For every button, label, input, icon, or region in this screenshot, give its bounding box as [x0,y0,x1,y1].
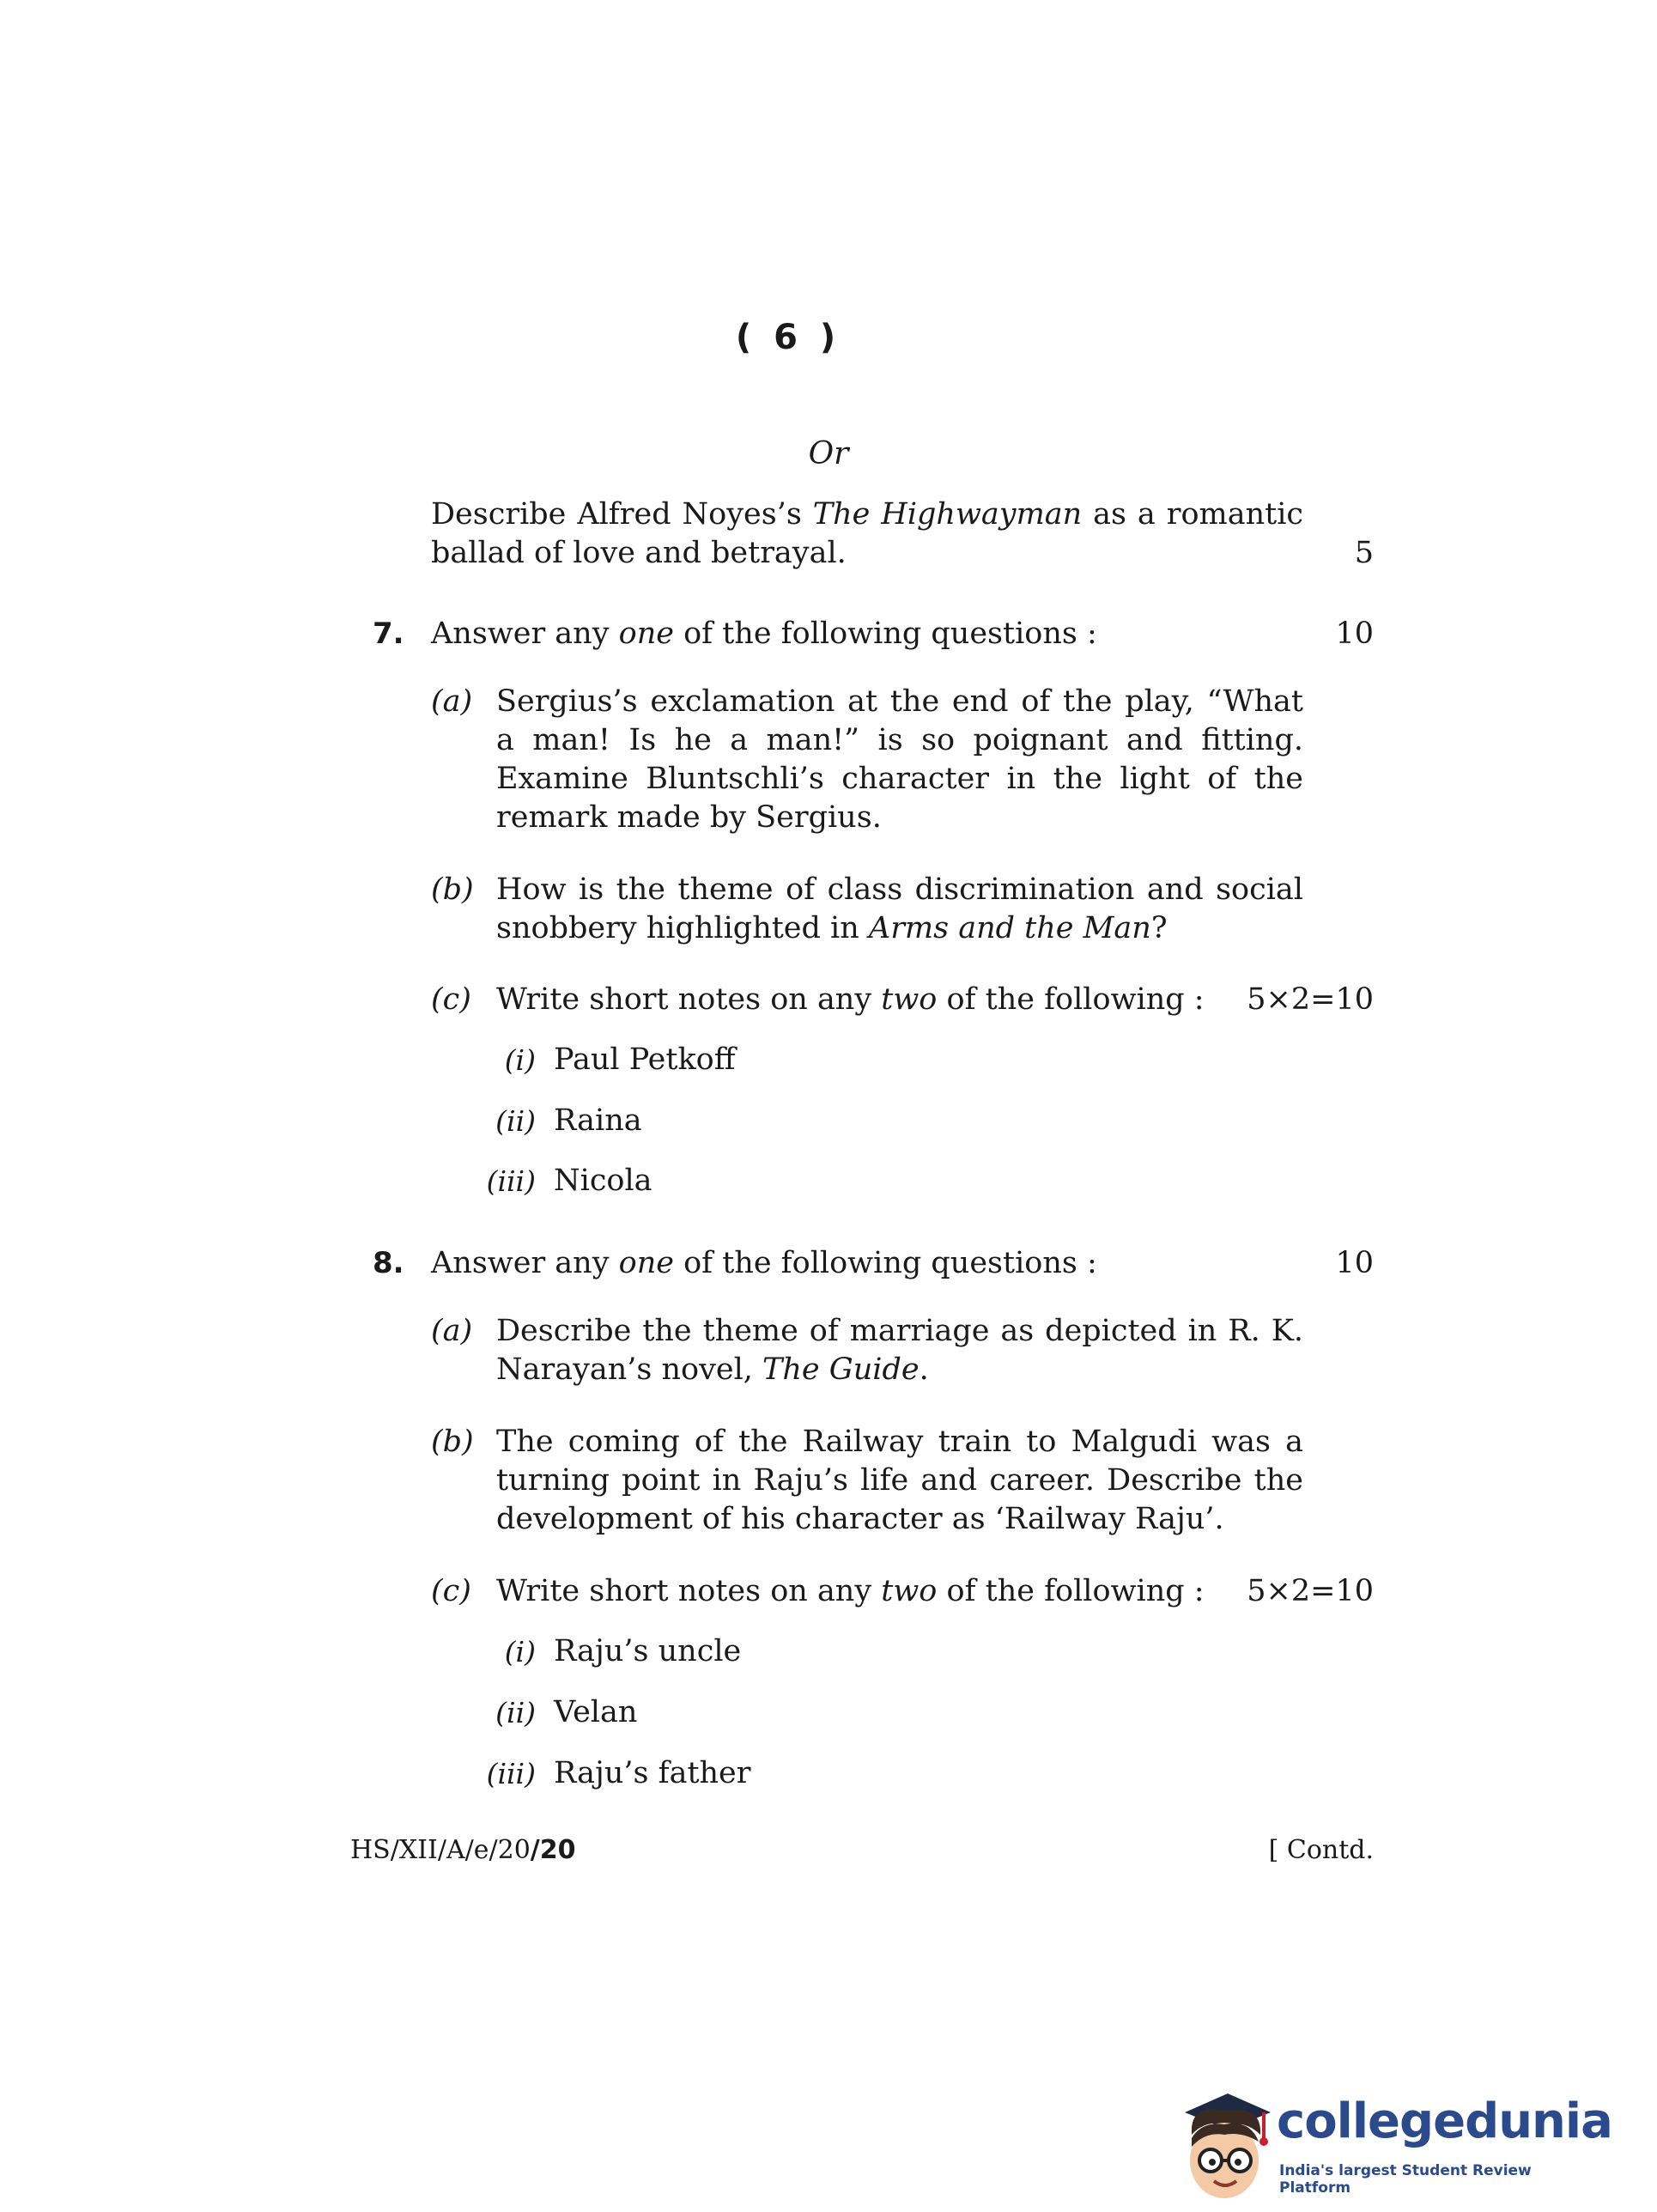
q8b-text: The coming of the Railway train to Malgudi was a turning point in Raju’s life and career. Describe the development of his character as ‘Railway Raju’. [496,1425,1303,1536]
q8-number: 8. [373,1246,404,1280]
contd-label: [ Contd. [1268,1835,1374,1865]
q8c-marks: 5×2=10 [1247,1574,1374,1608]
q8c-text: Write short notes on any two of the following : [496,1574,1205,1608]
q8c-item-2: Velan [554,1695,638,1729]
logo-tagline: India's largest Student Review Platform [1279,2162,1532,2197]
q8a-title-the-guide: The Guide [762,1352,920,1387]
page-number: ( 6 ) [735,318,841,357]
q7a-text: Sergius’s exclamation at the end of the play, “What a man! Is he a man!” is so poignant and fitting. Examine Bluntschli’s character in the light of the remark made by Sergius. [496,684,1303,835]
q8c-item-1-label: (i) [504,1635,536,1668]
q7a-label: (a) [431,684,473,719]
or-label: Or [808,436,849,471]
q8c-item-2-label: (ii) [495,1696,536,1729]
logo-wordmark: collegedunia [1277,2094,1612,2149]
q7c-item-2-label: (ii) [495,1104,536,1138]
q7b-label: (b) [431,872,474,907]
q7c-item-3: Nicola [554,1164,652,1198]
q6-line-2: ballad of love and betrayal. [431,536,847,570]
collegedunia-logo [1168,2087,1612,2207]
q6-alternative-text [431,495,1303,573]
q7-marks: 10 [1335,617,1374,651]
q7c-item-2: Raina [554,1103,642,1138]
q8c-item-3: Raju’s father [554,1756,751,1790]
q8a-text: Describe the theme of marriage as depicted in R. K. Narayan’s novel, The Guide. [496,1314,1303,1387]
q8b-label: (b) [431,1425,474,1459]
q8-marks: 10 [1335,1246,1374,1280]
q7b-text: How is the theme of class discrimination and social snobbery highlighted in Arms and the Man? [496,872,1303,945]
q8c-item-1: Raju’s uncle [554,1634,742,1668]
q7c-item-3-label: (iii) [486,1164,536,1198]
q8-prompt: Answer any one of the following questions : [431,1246,1097,1280]
mascot-icon [1168,2087,1279,2207]
q8a-label: (a) [431,1314,473,1348]
q7c-text: Write short notes on any two of the following : [496,982,1205,1017]
q6-title-highwayman: The Highwayman [812,497,1083,532]
q7c-item-1-label: (i) [504,1043,536,1077]
paper-code: HS/XII/A/e/20/20 [350,1835,576,1865]
q7c-item-1: Paul Petkoff [554,1042,736,1077]
q6-marks: 5 [1354,536,1374,570]
q7-number: 7. [373,617,404,651]
q8c-label: (c) [431,1574,471,1608]
q7-prompt: Answer any one of the following questions : [431,617,1097,651]
q7c-marks: 5×2=10 [1247,982,1374,1017]
q8c-item-3-label: (iii) [486,1757,536,1790]
q7c-label: (c) [431,982,471,1017]
q7b-title-arms-and-the-man: Arms and the Man [868,911,1151,945]
q6-line-1: Describe Alfred Noyes’s The Highwayman as a romantic [431,497,1303,532]
